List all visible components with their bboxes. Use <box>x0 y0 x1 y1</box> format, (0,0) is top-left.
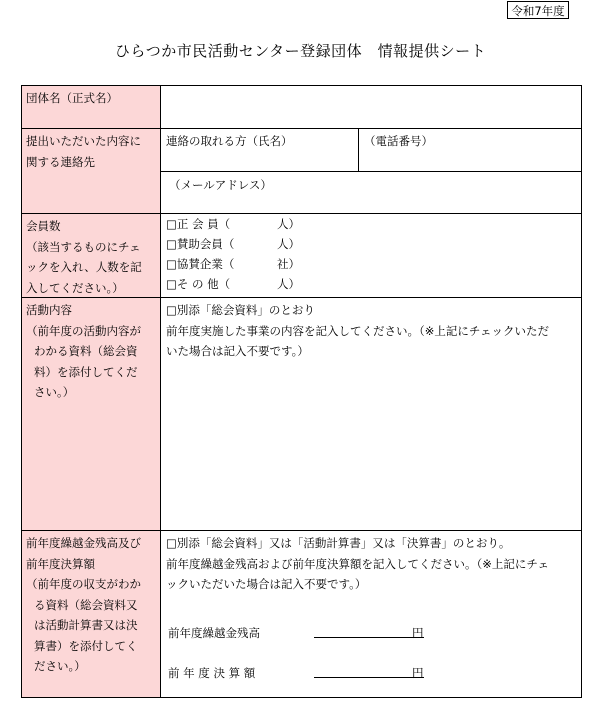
table-border <box>21 128 582 129</box>
table-border <box>21 297 582 298</box>
table-border <box>21 85 22 698</box>
member-option-sponsor[interactable]: □協賛企業（ <box>166 257 235 271</box>
contact-email-field[interactable] <box>161 171 582 213</box>
fiscal-year-badge: 令和7年度 <box>507 1 569 19</box>
checkbox-icon[interactable]: □ <box>166 237 177 251</box>
member-option-regular[interactable]: □正 会 員（ <box>166 217 231 231</box>
member-option-other[interactable]: □そ の 他（ <box>166 277 231 291</box>
member-unit: 社） <box>277 257 300 271</box>
table-border <box>581 85 582 698</box>
settlement-amount-input[interactable] <box>314 677 424 678</box>
activities-attached-option[interactable]: □別添「総会資料」のとおり <box>166 303 315 317</box>
contact-phone-field[interactable] <box>359 128 582 171</box>
checkbox-icon[interactable]: □ <box>166 257 177 271</box>
activities-field[interactable] <box>161 297 582 530</box>
member-unit: 人） <box>277 237 300 251</box>
table-border <box>358 128 359 171</box>
member-option-supporting[interactable]: □賛助会員（ <box>166 237 235 251</box>
group-name-field[interactable] <box>161 85 582 128</box>
contact-label: 提出いただいた内容に 関する連絡先 <box>26 134 141 169</box>
yen-unit: 円 <box>412 666 424 680</box>
finance-attached-option[interactable]: □別添「総会資料」又は「活動計算書」又は「決算書」のとおり。 <box>166 536 511 550</box>
finance-field <box>161 530 582 698</box>
yen-unit: 円 <box>412 626 424 640</box>
info-sheet-form <box>21 85 582 698</box>
table-border <box>161 171 582 172</box>
carryover-balance-input[interactable] <box>314 637 424 638</box>
contact-name-label: 連絡の取れる方（氏名） <box>166 134 293 148</box>
carryover-balance-label: 前年度繰越金残高 <box>168 626 260 640</box>
contact-phone-label: （電話番号） <box>364 134 433 148</box>
checkbox-icon[interactable]: □ <box>166 217 177 231</box>
contact-email-label: （メールアドレス） <box>169 178 272 192</box>
table-border <box>21 213 582 214</box>
finance-instruction: ックいただいた場合は記入不要です。） <box>166 577 367 591</box>
finance-label: 前年度繰越金残高及び 前年度決算額 （前年度の収支がわか る資料（総会資料又 は活動計算書又は決 算書）を添付してく ださい。） <box>26 536 141 673</box>
page-title: ひらつか市民活動センター登録団体 情報提供シート <box>114 42 487 60</box>
contact-name-field[interactable] <box>161 128 358 171</box>
member-unit: 人） <box>277 217 300 231</box>
member-unit: 人） <box>277 277 300 291</box>
activities-label: 活動内容 （前年度の活動内容が わかる資料（総会資 料）を添付してくだ さい。） <box>26 303 141 399</box>
members-label: 会員数 （該当するものにチェ ックを入れ、人数を記 入してください。） <box>26 219 142 295</box>
activities-instruction: いた場合は記入不要です。） <box>166 344 309 358</box>
table-border <box>21 697 582 698</box>
group-name-label: 団体名（正式名） <box>26 91 118 105</box>
table-border <box>160 85 161 698</box>
members-field <box>161 213 582 297</box>
table-border <box>21 85 582 86</box>
checkbox-icon[interactable]: □ <box>166 277 177 291</box>
activities-instruction: 前年度実施した事業の内容を記入してください。（※上記にチェックいただ <box>166 323 550 338</box>
settlement-amount-label: 前 年 度 決 算 額 <box>168 666 256 680</box>
table-border <box>21 530 582 531</box>
finance-instruction: 前年度繰越金残高および前年度決算額を記入してください。（※上記にチェ <box>166 556 550 571</box>
